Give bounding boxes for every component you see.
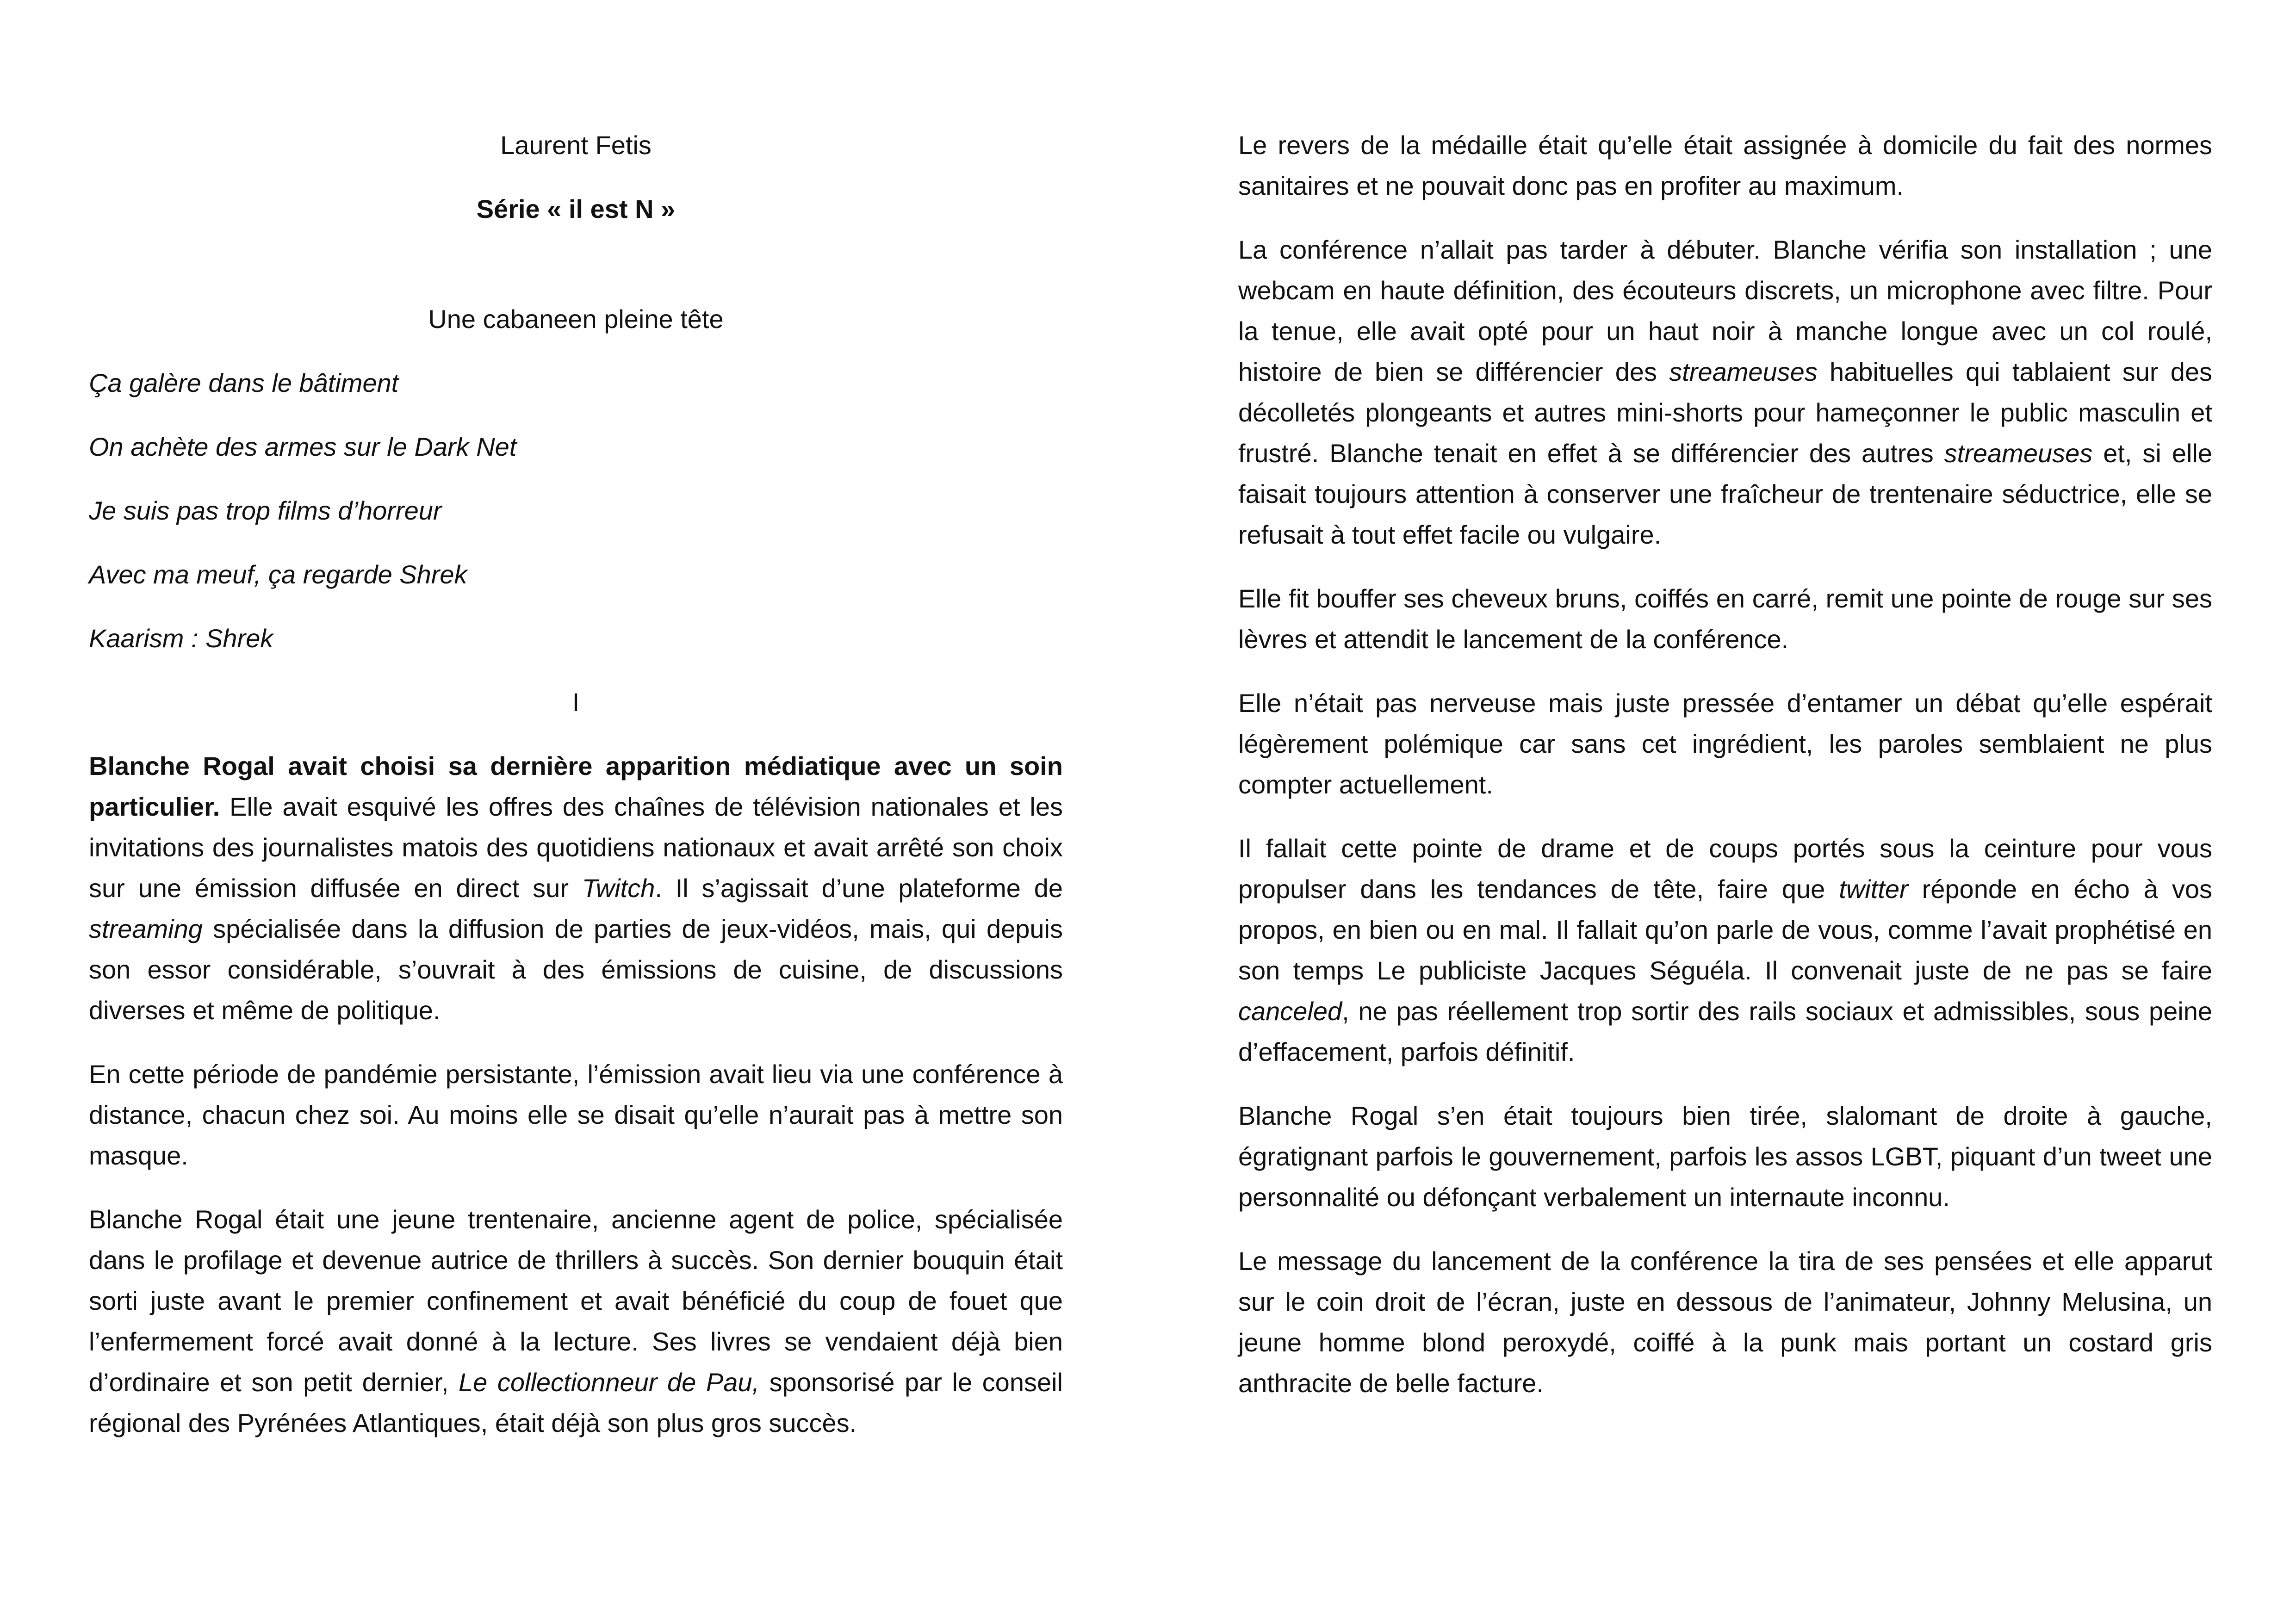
paragraph — [89, 1199, 1063, 1443]
paragraph-text: La conférence n’allait pas tarder à débuter. Blanche vérifia son installation ; une webcam en haute définition, des écouteurs discrets, un microphone avec filtre. Pour la tenue, elle avait opté pour un haut noir à manche longue avec un col roulé, histoire de bien se différencier des — [1238, 235, 2212, 386]
paragraph-text: habituelles qui tablaient sur des décolletés plongeants et autres mini-shorts pour hameçonner le public masculin et frustré. Blanche tenait en effet à se différencier des autres — [1238, 357, 2213, 468]
paragraph: Elle n’était pas nerveuse mais juste pressée d’entamer un débat qu’elle espérait légèrement polémique car sans cet ingrédient, les paroles semblaient ne plus compter actuellement. — [1238, 688, 2212, 799]
epigraph-line: Avec ma meuf, ça regarde Shrek — [89, 560, 467, 589]
paragraph-italic: Twitch — [582, 873, 655, 903]
paragraph-text: réponde en écho à vos propos, en bien ou en mal. Il fallait qu’on parle de vous, comme l’avait prophétisé en son temps Le publiciste Jacques Séguéla. Il convenait juste de ne pas se faire — [1238, 874, 2213, 985]
paragraph-italic: streameuses — [1944, 439, 2093, 468]
epigraph-line: Kaarism : Shrek — [89, 624, 273, 653]
right-column — [1238, 125, 2212, 1427]
paragraph-italic: canceled — [1238, 997, 1342, 1026]
paragraph: En cette période de pandémie persistante, l’émission avait lieu via une conférence à distance, chacun chez soi. Au moins elle se disait qu’elle n’aurait pas à mettre son masque. — [89, 1059, 1063, 1170]
epigraph-line: On achète des armes sur le Dark Net — [89, 432, 517, 461]
paragraph-italic: streaming — [89, 914, 203, 943]
paragraph — [89, 746, 1063, 1031]
chapter-number: I — [572, 688, 580, 717]
paragraph-text: , ne pas réellement trop sortir des rails sociaux et admissibles, sous peine d’effacement, parfois définitif. — [1238, 997, 2212, 1066]
paragraph-text: . Il s’agissait d’une plateforme de — [655, 873, 1063, 903]
paragraph-text: et, si elle faisait toujours attention à conserver une fraîcheur de trentenaire séductrice, elle se refusait à tout effet facile ou vulgaire. — [1238, 439, 2212, 549]
paragraph: Le revers de la médaille était qu’elle était assignée à domicile du fait des normes sanitaires et ne pouvait donc pas en profiter au maximum. — [1238, 130, 2212, 200]
epigraph-line: Je suis pas trop films d’horreur — [89, 496, 442, 525]
paragraph-bold-lead: Blanche Rogal avait choisi sa dernière apparition médiatique avec un soin particulier. — [89, 751, 1063, 821]
paragraph: Elle fit bouffer ses cheveux bruns, coiffés en carré, remit une pointe de rouge sur ses lèvres et attendit le lancement de la conférence. — [1238, 584, 2212, 654]
paragraph: Le message du lancement de la conférence la tira de ses pensées et elle apparut sur le coin droit de l’écran, juste en dessous de l’animateur, Johnny Melusina, un jeune homme blond peroxydé, coiffé à la punk mais portant un costard gris anthracite de belle facture. — [1238, 1246, 2212, 1398]
epigraph-line: Ça galère dans le bâtiment — [89, 368, 399, 397]
paragraph-text: spécialisée dans la diffusion de parties de jeux-vidéos, mais, qui depuis son essor considérable, s’ouvrait à des émissions de cuisine, de discussions diverses et même de politique. — [89, 914, 1063, 1025]
paragraph-text: Il fallait cette pointe de drame et de coups portés sous la ceinture pour vous propulser dans les tendances de tête, faire que — [1238, 834, 2212, 904]
left-column — [89, 125, 1063, 1467]
author-name: Laurent Fetis — [500, 130, 652, 160]
series-title: Série « il est N » — [476, 194, 676, 223]
paragraph: Blanche Rogal s’en était toujours bien tirée, slalomant de droite à gauche, égratignant parfois le gouvernement, parfois les assos LGBT, piquant d’un tweet une personnalité ou défonçant verbalement un internaute inconnu. — [1238, 1101, 2212, 1212]
paragraph-italic: Le collectionneur de Pau, — [459, 1368, 760, 1397]
paragraph — [1238, 828, 2212, 1072]
paragraph-italic: streameuses — [1669, 357, 1818, 386]
epigraph-title: Une cabaneen pleine tête — [428, 304, 724, 334]
paragraph-text: Elle avait esquivé les offres des chaînes de télévision nationales et les invitations des journalistes matois des quotidiens nationaux et avait arrêté son choix sur une émission diffusée en direct sur — [89, 792, 1063, 903]
paragraph-text: sponsorisé par le conseil régional des Pyrénées Atlantiques, était déjà son plus gros succès. — [89, 1368, 1063, 1437]
paragraph-text: Blanche Rogal était une jeune trentenaire, ancienne agent de police, spécialisée dans le profilage et devenue autrice de thrillers à succès. Son dernier bouquin était sorti juste avant le premier confinement et avait bénéficié du coup de fouet que l’enfermement forcé avait donné à la lecture. Ses livres se vendaient déjà bien d’ordinaire et son petit dernier, — [89, 1205, 1063, 1397]
paragraph-italic: twitter — [1839, 874, 1908, 904]
paragraph — [1238, 229, 2212, 555]
